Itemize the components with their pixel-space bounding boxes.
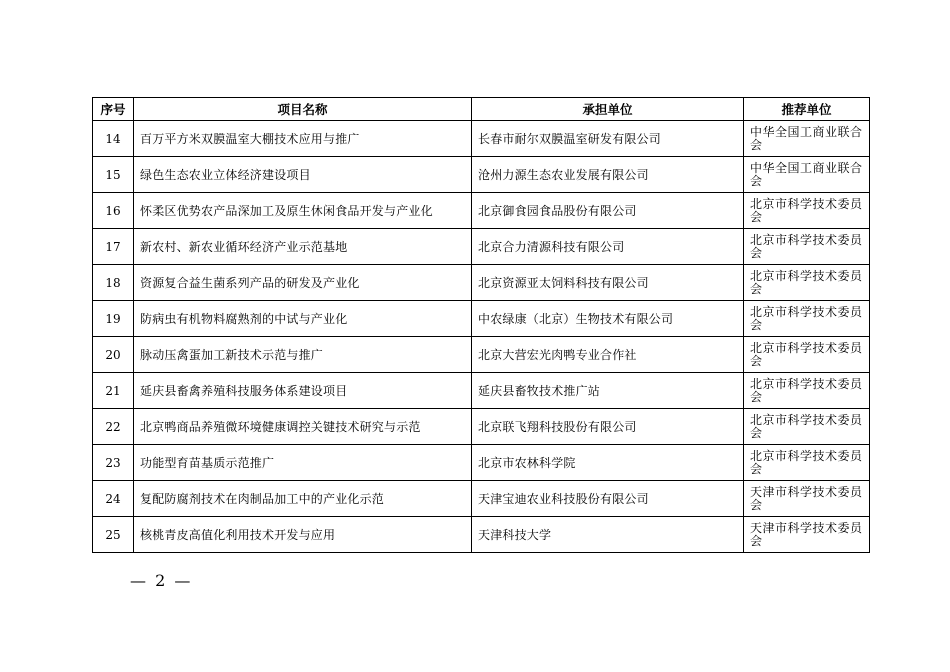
row-recommender: 北京市科学技术委员会: [744, 409, 870, 445]
table-row: [93, 409, 870, 445]
row-project-name: 绿色生态农业立体经济建设项目: [134, 157, 472, 193]
header-project-name: 项目名称: [134, 98, 472, 121]
row-undertaker: 天津宝迪农业科技股份有限公司: [472, 481, 744, 517]
row-undertaker: 北京御食园食品股份有限公司: [472, 193, 744, 229]
table-row: [93, 157, 870, 193]
row-undertaker: 北京联飞翔科技股份有限公司: [472, 409, 744, 445]
row-recommender: 天津市科学技术委员会: [744, 481, 870, 517]
row-undertaker: 长春市耐尔双膜温室研发有限公司: [472, 121, 744, 157]
row-undertaker: 天津科技大学: [472, 517, 744, 553]
row-undertaker: 北京大营宏光肉鸭专业合作社: [472, 337, 744, 373]
row-recommender: 北京市科学技术委员会: [744, 301, 870, 337]
row-project-name: 北京鸭商品养殖微环境健康调控关键技术研究与示范: [134, 409, 472, 445]
row-seq: 22: [93, 409, 134, 445]
table-row: [93, 373, 870, 409]
row-recommender: 中华全国工商业联合会: [744, 121, 870, 157]
row-project-name: 防病虫有机物料腐熟剂的中试与产业化: [134, 301, 472, 337]
row-project-name: 功能型育苗基质示范推广: [134, 445, 472, 481]
table-row: [93, 229, 870, 265]
row-seq: 18: [93, 265, 134, 301]
table-row: [93, 445, 870, 481]
project-table: [92, 97, 870, 553]
row-recommender: 北京市科学技术委员会: [744, 265, 870, 301]
row-recommender: 北京市科学技术委员会: [744, 229, 870, 265]
row-project-name: 核桃青皮高值化利用技术开发与应用: [134, 517, 472, 553]
row-undertaker: 延庆县畜牧技术推广站: [472, 373, 744, 409]
row-undertaker: 沧州力源生态农业发展有限公司: [472, 157, 744, 193]
table-row: [93, 121, 870, 157]
row-project-name: 延庆县畜禽养殖科技服务体系建设项目: [134, 373, 472, 409]
row-recommender: 中华全国工商业联合会: [744, 157, 870, 193]
table-header-row: [93, 98, 870, 121]
row-project-name: 怀柔区优势农产品深加工及原生休闲食品开发与产业化: [134, 193, 472, 229]
page-number: — 2 —: [130, 571, 193, 590]
table-row: [93, 517, 870, 553]
row-recommender: 北京市科学技术委员会: [744, 445, 870, 481]
row-undertaker: 北京合力清源科技有限公司: [472, 229, 744, 265]
row-project-name: 百万平方米双膜温室大棚技术应用与推广: [134, 121, 472, 157]
row-seq: 16: [93, 193, 134, 229]
header-seq: 序号: [93, 98, 134, 121]
header-undertaker: 承担单位: [472, 98, 744, 121]
row-recommender: 北京市科学技术委员会: [744, 193, 870, 229]
header-recommender: 推荐单位: [744, 98, 870, 121]
row-project-name: 新农村、新农业循环经济产业示范基地: [134, 229, 472, 265]
row-project-name: 资源复合益生菌系列产品的研发及产业化: [134, 265, 472, 301]
row-seq: 14: [93, 121, 134, 157]
table-row: [93, 337, 870, 373]
table-row: [93, 265, 870, 301]
row-undertaker: 北京资源亚太饲料科技有限公司: [472, 265, 744, 301]
row-seq: 24: [93, 481, 134, 517]
table-row: [93, 301, 870, 337]
row-recommender: 北京市科学技术委员会: [744, 337, 870, 373]
row-undertaker: 中农绿康（北京）生物技术有限公司: [472, 301, 744, 337]
row-recommender: 天津市科学技术委员会: [744, 517, 870, 553]
row-seq: 15: [93, 157, 134, 193]
row-seq: 23: [93, 445, 134, 481]
row-seq: 17: [93, 229, 134, 265]
row-project-name: 脉动压禽蛋加工新技术示范与推广: [134, 337, 472, 373]
row-seq: 21: [93, 373, 134, 409]
table-row: [93, 481, 870, 517]
row-undertaker: 北京市农林科学院: [472, 445, 744, 481]
row-seq: 20: [93, 337, 134, 373]
row-recommender: 北京市科学技术委员会: [744, 373, 870, 409]
row-seq: 25: [93, 517, 134, 553]
table-row: [93, 193, 870, 229]
row-seq: 19: [93, 301, 134, 337]
row-project-name: 复配防腐剂技术在肉制品加工中的产业化示范: [134, 481, 472, 517]
